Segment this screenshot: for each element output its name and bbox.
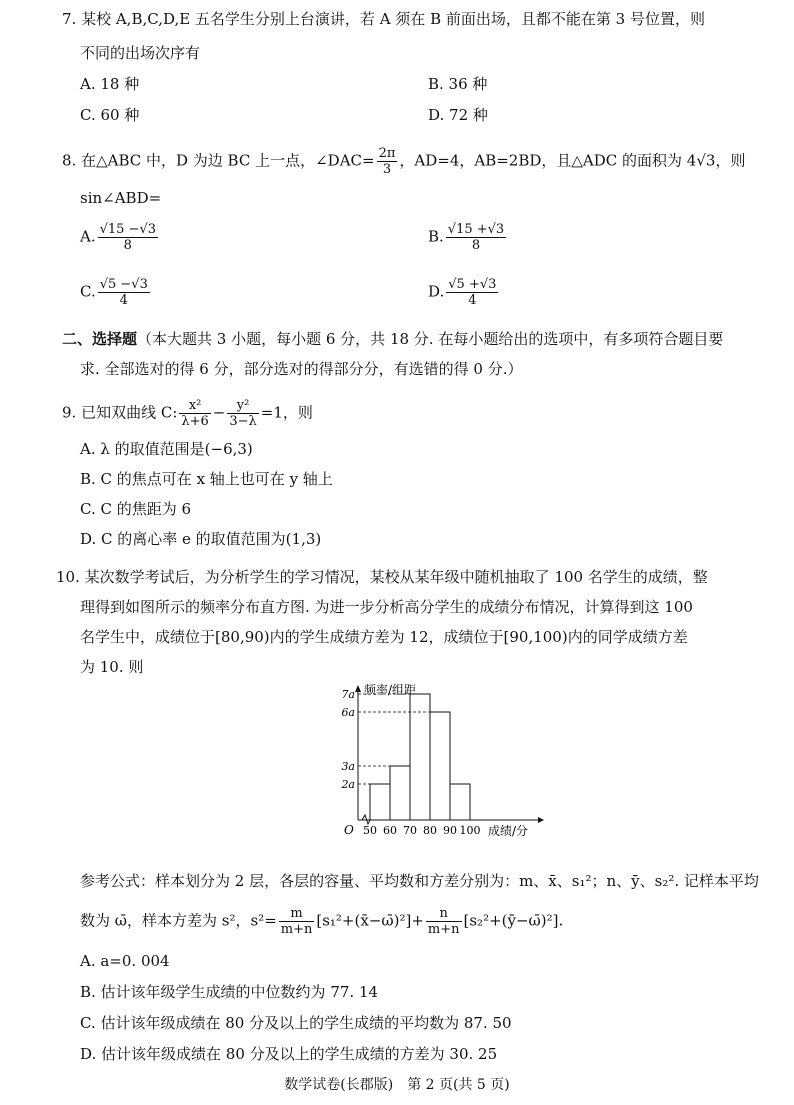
x-axis-arrow xyxy=(538,817,544,823)
q10-stem-line3: 名学生中，成绩位于[80,90)内的学生成绩方差为 12，成绩位于[90,100)内的同学成绩方差 xyxy=(80,628,688,646)
q7-stem-line2: 不同的出场次序有 xyxy=(80,44,201,62)
q10-option-a: A. a=0. 004 xyxy=(80,952,170,970)
q10-stem-line2: 理得到如图所示的频率分布直方图. 为进一步分析高分学生的成绩分布情况，计算得到这 100 xyxy=(80,598,693,616)
q10-reference-line1: 参考公式：样本划分为 2 层，各层的容量、平均数和方差分别为：m、x̄、s₁²；n、ȳ、s₂². 记样本平均 xyxy=(80,872,759,890)
q9-option-a: A. λ 的取值范围是(−6,3) xyxy=(80,440,253,458)
q8-option-c: C. $\frac{√5 -√3}{4}$ xyxy=(80,277,148,308)
q8-angle-fraction: $\frac{2\pi}{3}$ xyxy=(378,146,396,177)
histogram-bar xyxy=(370,784,390,820)
q8-stem-line1: 8. 在△ABC 中，D 为边 BC 上一点，∠DAC= $\frac{2\pi}{3}$ ，AD=4，AB=2BD，且△ADC 的面积为 4√3，则 xyxy=(62,146,746,177)
q7-option-d: D. 72 种 xyxy=(428,106,488,124)
histogram-bar xyxy=(430,712,450,820)
y-axis-arrow xyxy=(355,685,361,692)
x-tick-label: 70 xyxy=(403,824,417,837)
q8-option-a: A. $\frac{√15 -√3}{8}$ xyxy=(80,222,157,253)
histogram-bar xyxy=(410,694,430,820)
chart-origin: O xyxy=(344,823,354,837)
y-tick-label: 6a xyxy=(341,706,355,719)
chart-ylabel: 频率/组距 xyxy=(364,683,417,697)
q8-stem-line2: sin∠ABD= xyxy=(80,189,162,207)
x-tick-label: 100 xyxy=(459,824,481,837)
q8-option-d: D. $\frac{√5 +√3}{4}$ xyxy=(428,277,497,308)
q10-reference-line2: 数为 ω̄，样本方差为 s²，s²= $\frac{m}{m+n}$ [s₁²+(x̄−ω̄)²]+ $\frac{n}{m+n}$ [s₂²+(ȳ−ω̄)²]. xyxy=(80,906,564,937)
q7-option-c: C. 60 种 xyxy=(80,106,140,124)
section2-header-line2: 求. 全部选对的得 6 分，部分选对的得部分分，有选错的得 0 分.） xyxy=(80,360,523,378)
x-tick-label: 50 xyxy=(363,824,377,837)
section2-title: 二、选择题 xyxy=(62,330,138,348)
section2-header-line1: 二、选择题（本大题共 3 小题，每小题 6 分，共 18 分. 在每小题给出的选项中，有多项符合题目要 xyxy=(62,330,724,348)
chart-xlabel: 成绩/分 xyxy=(488,824,529,838)
y-tick-label: 3a xyxy=(341,760,355,773)
q7-option-a: A. 18 种 xyxy=(80,75,140,93)
histogram-bar xyxy=(450,784,470,820)
y-tick-label: 7a xyxy=(341,688,355,701)
q10-stem-line1: 10. 某次数学考试后，为分析学生的学习情况，某校从某年级中随机抽取了 100 名学生的成绩，整 xyxy=(56,568,708,586)
q10-stem-line4: 为 10. 则 xyxy=(80,658,144,676)
q9-option-c: C. C 的焦距为 6 xyxy=(80,500,192,518)
q9-stem: 9. 已知双曲线 C: $\frac{\text{x²}}{\lambda+6}$ − $\frac{\text{y²}}{3-\lambda}$ =1，则 xyxy=(62,398,313,429)
q10-option-d: D. 估计该年级成绩在 80 分及以上的学生成绩的方差为 30. 25 xyxy=(80,1045,498,1063)
x-tick-label: 60 xyxy=(383,824,397,837)
q7-stem-line1: 7. 某校 A,B,C,D,E 五名学生分别上台演讲，若 A 须在 B 前面出场，且都不能在第 3 号位置，则 xyxy=(62,10,705,28)
q10-option-b: B. 估计该年级学生成绩的中位数约为 77. 14 xyxy=(80,983,379,1001)
x-tick-label: 90 xyxy=(443,824,457,837)
y-tick-label: 2a xyxy=(341,778,355,791)
q9-option-b: B. C 的焦点可在 x 轴上也可在 y 轴上 xyxy=(80,470,333,488)
page-footer: 数学试卷(长郡版) 第 2 页(共 5 页) xyxy=(284,1077,510,1093)
histogram-bar xyxy=(390,766,410,820)
q8-option-b: B. $\frac{√15 +√3}{8}$ xyxy=(428,222,505,253)
q10-option-c: C. 估计该年级成绩在 80 分及以上的学生成绩的平均数为 87. 50 xyxy=(80,1014,512,1032)
frequency-histogram xyxy=(330,680,550,845)
q9-option-d: D. C 的离心率 e 的取值范围为(1,3) xyxy=(80,530,322,548)
x-tick-label: 80 xyxy=(423,824,437,837)
q7-option-b: B. 36 种 xyxy=(428,75,488,93)
